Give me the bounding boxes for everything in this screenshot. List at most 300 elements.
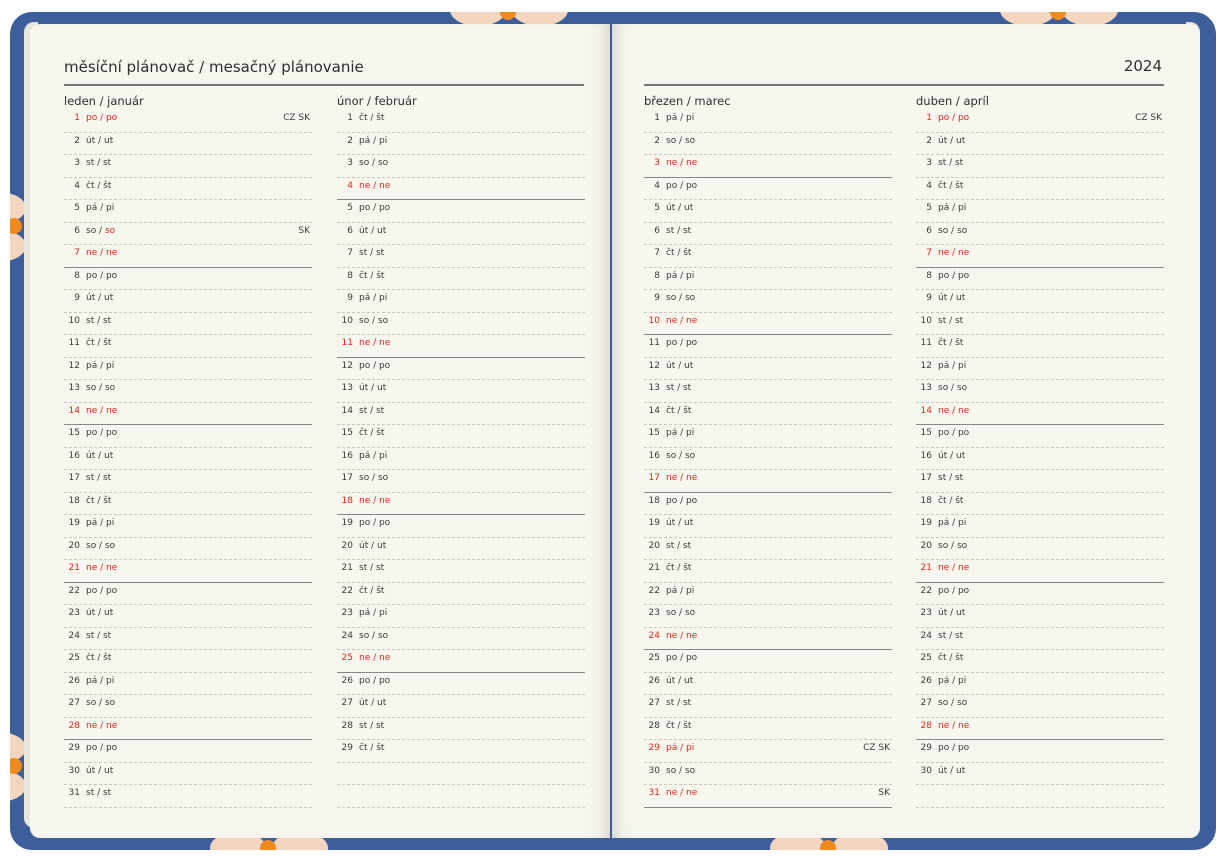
weekday-label [938, 226, 967, 236]
day-number: 26 [920, 675, 932, 686]
day-row[interactable] [916, 448, 1164, 471]
header-rule-right [644, 84, 1164, 86]
weekday-text: so / so [86, 383, 116, 393]
day-row[interactable] [64, 605, 312, 628]
weekday-label [86, 428, 117, 438]
day-row[interactable] [337, 178, 585, 201]
weekday-label [938, 428, 969, 438]
day-row[interactable] [916, 223, 1164, 246]
weekday-text: čt / št [938, 180, 964, 191]
day-row[interactable] [64, 200, 312, 223]
weekday-text: út / ut [359, 225, 387, 236]
day-row[interactable] [644, 313, 892, 336]
weekday-text: ne / ne [359, 338, 391, 348]
day-row[interactable] [337, 650, 585, 673]
day-number: 17 [68, 473, 80, 483]
day-row[interactable] [916, 515, 1164, 538]
day-number: 3 [347, 158, 353, 168]
weekday-label [666, 743, 694, 753]
weekday-label [666, 541, 691, 551]
day-row[interactable] [64, 380, 312, 403]
weekday-label [666, 113, 694, 123]
day-row[interactable] [916, 425, 1164, 448]
day-row[interactable] [916, 110, 1164, 133]
day-number: 13 [68, 383, 80, 393]
day-row[interactable] [644, 110, 892, 133]
weekday-text: st / st [359, 405, 385, 416]
day-row[interactable] [337, 560, 585, 583]
weekday-label [666, 473, 697, 483]
weekday-text: čt / št [359, 113, 385, 123]
day-row[interactable] [916, 178, 1164, 201]
day-row[interactable] [64, 313, 312, 336]
day-row[interactable] [64, 335, 312, 358]
day-row[interactable] [64, 515, 312, 538]
weekday-label [359, 496, 390, 506]
weekday-text: út / ut [359, 540, 387, 551]
weekday-label [666, 451, 695, 461]
weekday-text: ne / ne [666, 158, 698, 168]
day-row[interactable] [64, 155, 312, 178]
weekday-text: ne / ne [938, 563, 970, 573]
day-row[interactable] [644, 673, 892, 696]
weekday-text: čt / št [938, 653, 964, 663]
day-row[interactable] [64, 290, 312, 313]
weekday-label [359, 608, 387, 618]
day-number: 20 [68, 540, 80, 551]
weekday-label [86, 721, 117, 731]
day-row[interactable] [644, 268, 892, 291]
day-row[interactable] [337, 493, 585, 516]
day-row[interactable] [64, 650, 312, 673]
weekday-text: po / po [86, 428, 118, 438]
day-number: 1 [347, 113, 353, 123]
weekday-label [666, 721, 691, 731]
weekday-text: čt / št [86, 495, 112, 506]
weekday-text: ne / ne [938, 248, 970, 258]
day-row[interactable] [64, 718, 312, 741]
weekday-text: út / ut [86, 135, 114, 146]
weekday-label [666, 383, 691, 393]
weekday-label [359, 338, 390, 348]
day-row[interactable] [337, 605, 585, 628]
weekday-text: čt / št [666, 405, 692, 416]
day-row[interactable] [916, 268, 1164, 291]
day-row[interactable] [644, 448, 892, 471]
day-row[interactable] [644, 335, 892, 358]
weekday-label [359, 383, 386, 393]
day-number: 23 [341, 608, 353, 618]
day-row[interactable] [916, 313, 1164, 336]
day-row[interactable] [644, 628, 892, 651]
weekday-text: pá / pi [666, 743, 695, 753]
day-number: 16 [341, 450, 353, 461]
weekday-label [86, 698, 115, 708]
weekday-label [938, 338, 963, 348]
day-number: 22 [920, 585, 932, 596]
day-number: 2 [74, 135, 80, 146]
day-row[interactable] [64, 628, 312, 651]
day-row[interactable] [337, 155, 585, 178]
weekday-label [359, 361, 390, 371]
day-number: 9 [347, 293, 353, 303]
day-row[interactable] [916, 763, 1164, 786]
day-row[interactable] [916, 290, 1164, 313]
empty-row[interactable] [337, 763, 585, 786]
day-number: 14 [648, 405, 660, 416]
day-number: 3 [654, 158, 660, 168]
day-row[interactable] [644, 695, 892, 718]
month-name: leden / január [64, 94, 144, 108]
day-row[interactable] [916, 133, 1164, 156]
day-row[interactable] [916, 628, 1164, 651]
day-number: 18 [920, 495, 932, 506]
day-number: 26 [341, 675, 353, 686]
weekday-label [359, 181, 390, 191]
day-row[interactable] [644, 763, 892, 786]
day-row[interactable] [644, 425, 892, 448]
day-row[interactable] [337, 200, 585, 223]
day-row[interactable] [644, 605, 892, 628]
weekday-text: so / so [938, 383, 968, 393]
day-number: 12 [341, 360, 353, 371]
weekday-text: st / st [666, 698, 692, 708]
day-row[interactable] [644, 785, 892, 808]
day-row[interactable] [916, 605, 1164, 628]
weekday-label [86, 136, 113, 146]
day-number: 6 [654, 225, 660, 236]
day-number: 4 [926, 180, 932, 191]
day-number: 14 [68, 405, 80, 416]
day-row[interactable] [916, 493, 1164, 516]
holiday-country-tag: CZ SK [283, 113, 310, 123]
day-number: 16 [68, 450, 80, 461]
weekday-label [666, 248, 691, 258]
day-row[interactable] [644, 133, 892, 156]
day-row[interactable] [644, 583, 892, 606]
day-number: 20 [648, 540, 660, 551]
weekday-text: čt / št [666, 248, 692, 258]
weekday-text: po / po [938, 585, 970, 596]
weekday-text: út / ut [359, 698, 387, 708]
weekday-text: so / so [938, 540, 968, 551]
weekday-text: út / ut [86, 765, 114, 776]
day-row[interactable] [337, 515, 585, 538]
day-row[interactable] [337, 583, 585, 606]
weekday-label [359, 518, 390, 528]
weekday-text: so / so [666, 135, 696, 146]
weekday-text: pá / pi [938, 518, 967, 528]
day-row[interactable] [644, 290, 892, 313]
day-row[interactable] [916, 380, 1164, 403]
weekday-label [359, 136, 387, 146]
day-number: 2 [654, 135, 660, 146]
day-row[interactable] [916, 245, 1164, 268]
day-number: 15 [920, 428, 932, 438]
day-row[interactable] [337, 133, 585, 156]
day-row[interactable] [64, 268, 312, 291]
weekday-label [86, 226, 115, 236]
day-row[interactable] [64, 763, 312, 786]
day-row[interactable] [916, 200, 1164, 223]
day-row[interactable] [916, 335, 1164, 358]
weekday-text: čt / št [359, 428, 385, 438]
weekday-text: po / po [938, 743, 970, 753]
day-row[interactable] [644, 380, 892, 403]
day-row[interactable] [64, 673, 312, 696]
day-row[interactable] [64, 560, 312, 583]
day-row[interactable] [644, 155, 892, 178]
weekday-label [938, 383, 967, 393]
weekday-label [86, 473, 111, 483]
day-number: 29 [648, 743, 660, 753]
day-row[interactable] [644, 178, 892, 201]
day-number: 14 [341, 405, 353, 416]
weekday-label [359, 563, 384, 573]
day-row[interactable] [337, 448, 585, 471]
day-row[interactable] [644, 740, 892, 763]
day-number: 22 [648, 585, 660, 596]
day-row[interactable] [916, 650, 1164, 673]
day-row[interactable] [337, 268, 585, 291]
weekday-label [359, 586, 384, 596]
weekday-text: st / st [359, 720, 385, 731]
day-row[interactable] [337, 673, 585, 696]
weekday-text: pá / pi [359, 608, 388, 618]
weekday-text: po / po [86, 743, 118, 753]
weekday-label [86, 676, 114, 686]
weekday-label [938, 158, 963, 168]
empty-row[interactable] [337, 785, 585, 808]
day-row[interactable] [644, 470, 892, 493]
weekday-label [86, 653, 111, 663]
weekday-label [938, 406, 969, 416]
weekday-label [666, 406, 691, 416]
weekday-text: po / po [666, 180, 698, 191]
weekday-text: po / po [938, 113, 970, 123]
month-name: březen / marec [644, 94, 731, 108]
day-row[interactable] [64, 493, 312, 516]
day-number: 23 [68, 608, 80, 618]
day-number: 17 [341, 473, 353, 483]
weekday-text: so / [86, 225, 105, 236]
day-row[interactable] [337, 335, 585, 358]
day-row[interactable] [64, 538, 312, 561]
day-number: 7 [347, 248, 353, 258]
day-row[interactable] [916, 740, 1164, 763]
day-number: 10 [648, 315, 660, 326]
weekday-label [938, 586, 969, 596]
day-number: 8 [347, 270, 353, 281]
weekday-label [666, 226, 691, 236]
weekday-label [666, 203, 693, 213]
day-number: 24 [648, 630, 660, 641]
header-rule-left [64, 84, 584, 86]
month-column-january [64, 94, 312, 808]
day-number: 10 [920, 315, 932, 326]
day-row[interactable] [64, 133, 312, 156]
day-row[interactable] [644, 493, 892, 516]
day-row[interactable] [916, 560, 1164, 583]
day-row[interactable] [337, 358, 585, 381]
day-number: 31 [68, 788, 80, 798]
day-number: 24 [920, 630, 932, 641]
day-row[interactable] [337, 718, 585, 741]
day-number: 12 [68, 360, 80, 371]
day-row[interactable] [64, 178, 312, 201]
weekday-text: čt / št [86, 180, 112, 191]
day-row[interactable] [916, 403, 1164, 426]
weekday-text: st / st [938, 158, 964, 168]
day-row[interactable] [916, 538, 1164, 561]
weekday-text: út / ut [86, 293, 114, 303]
day-row[interactable] [337, 223, 585, 246]
day-row[interactable] [337, 245, 585, 268]
weekday-label [86, 518, 114, 528]
month-column-february [337, 94, 585, 808]
weekday-text: po / po [86, 113, 118, 123]
day-number: 22 [341, 585, 353, 596]
day-row[interactable] [337, 403, 585, 426]
day-row[interactable] [337, 628, 585, 651]
weekday-text: pá / pi [359, 293, 388, 303]
weekday-label [86, 406, 117, 416]
day-row[interactable] [337, 110, 585, 133]
day-number: 27 [68, 698, 80, 708]
weekday-text: čt / št [938, 338, 964, 348]
weekday-text: ne / ne [86, 405, 118, 416]
day-row[interactable] [916, 695, 1164, 718]
weekday-text: st / st [86, 788, 112, 798]
weekday-label [359, 203, 390, 213]
weekday-text: st / st [666, 383, 692, 393]
weekday-text: út / ut [666, 203, 694, 213]
weekday-text: po / po [938, 270, 970, 281]
day-number: 11 [920, 338, 932, 348]
day-number: 9 [926, 293, 932, 303]
day-row[interactable] [916, 673, 1164, 696]
weekday-text: ne / ne [666, 788, 698, 798]
weekday-text: st / st [666, 225, 692, 236]
day-row[interactable] [337, 425, 585, 448]
weekday-text: po / po [359, 518, 391, 528]
weekday-label [666, 361, 693, 371]
weekday-text: pá / pi [666, 270, 695, 281]
day-number: 25 [920, 653, 932, 663]
day-row[interactable] [64, 358, 312, 381]
day-row[interactable] [916, 358, 1164, 381]
day-row[interactable] [644, 245, 892, 268]
day-row[interactable] [64, 425, 312, 448]
weekday-label [359, 473, 388, 483]
day-row[interactable] [644, 200, 892, 223]
weekday-text: so / so [666, 608, 696, 618]
day-row[interactable] [644, 223, 892, 246]
day-row[interactable] [64, 245, 312, 268]
day-number: 23 [648, 608, 660, 618]
weekday-label [359, 743, 384, 753]
weekday-text: čt / št [359, 743, 385, 753]
day-number: 4 [654, 180, 660, 191]
weekday-label [666, 158, 697, 168]
weekday-label [86, 743, 117, 753]
weekday-label [938, 541, 967, 551]
weekday-label [359, 676, 390, 686]
weekday-text: čt / št [359, 585, 385, 596]
day-number: 15 [341, 428, 353, 438]
day-number: 1 [654, 113, 660, 123]
day-row[interactable] [64, 223, 312, 246]
day-row[interactable] [337, 290, 585, 313]
day-row[interactable] [64, 740, 312, 763]
weekday-label [938, 631, 963, 641]
day-row[interactable] [644, 403, 892, 426]
day-number: 27 [341, 698, 353, 708]
weekday-text: út / ut [666, 675, 694, 686]
empty-row[interactable] [916, 785, 1164, 808]
day-row[interactable] [64, 448, 312, 471]
weekday-text: st / st [938, 473, 964, 483]
weekday-text: pá / pi [86, 203, 115, 213]
day-number: 29 [68, 743, 80, 753]
day-number: 28 [68, 720, 80, 731]
day-row[interactable] [337, 538, 585, 561]
day-row[interactable] [337, 380, 585, 403]
day-number: 7 [926, 248, 932, 258]
day-row[interactable] [644, 650, 892, 673]
day-row[interactable] [64, 110, 312, 133]
day-row[interactable] [644, 718, 892, 741]
day-row[interactable] [337, 740, 585, 763]
weekday-text: út / ut [666, 518, 694, 528]
weekday-text: pá / pi [666, 113, 695, 123]
day-number: 8 [926, 270, 932, 281]
weekday-label [666, 181, 697, 191]
day-row[interactable] [644, 515, 892, 538]
weekday-text: so / so [359, 315, 389, 326]
weekday-text: po / po [359, 675, 391, 686]
day-row[interactable] [916, 155, 1164, 178]
day-row[interactable] [64, 695, 312, 718]
day-row[interactable] [64, 583, 312, 606]
day-number: 21 [341, 563, 353, 573]
weekday-label [938, 181, 963, 191]
day-number: 19 [341, 518, 353, 528]
day-row[interactable] [337, 313, 585, 336]
weekday-text: st / st [938, 315, 964, 326]
weekday-label [938, 316, 963, 326]
weekday-label [86, 316, 111, 326]
weekday-label [86, 338, 111, 348]
day-row[interactable] [916, 470, 1164, 493]
weekday-text: po / po [86, 270, 118, 281]
day-row[interactable] [64, 785, 312, 808]
day-row[interactable] [916, 583, 1164, 606]
day-row[interactable] [644, 560, 892, 583]
day-number: 16 [920, 450, 932, 461]
weekday-label [359, 721, 384, 731]
day-row[interactable] [644, 538, 892, 561]
day-row[interactable] [64, 470, 312, 493]
day-row[interactable] [644, 358, 892, 381]
day-row[interactable] [64, 403, 312, 426]
day-row[interactable] [337, 470, 585, 493]
day-number: 11 [68, 338, 80, 348]
day-row[interactable] [337, 695, 585, 718]
day-row[interactable] [916, 718, 1164, 741]
weekday-label [666, 788, 697, 798]
day-number: 4 [74, 180, 80, 191]
